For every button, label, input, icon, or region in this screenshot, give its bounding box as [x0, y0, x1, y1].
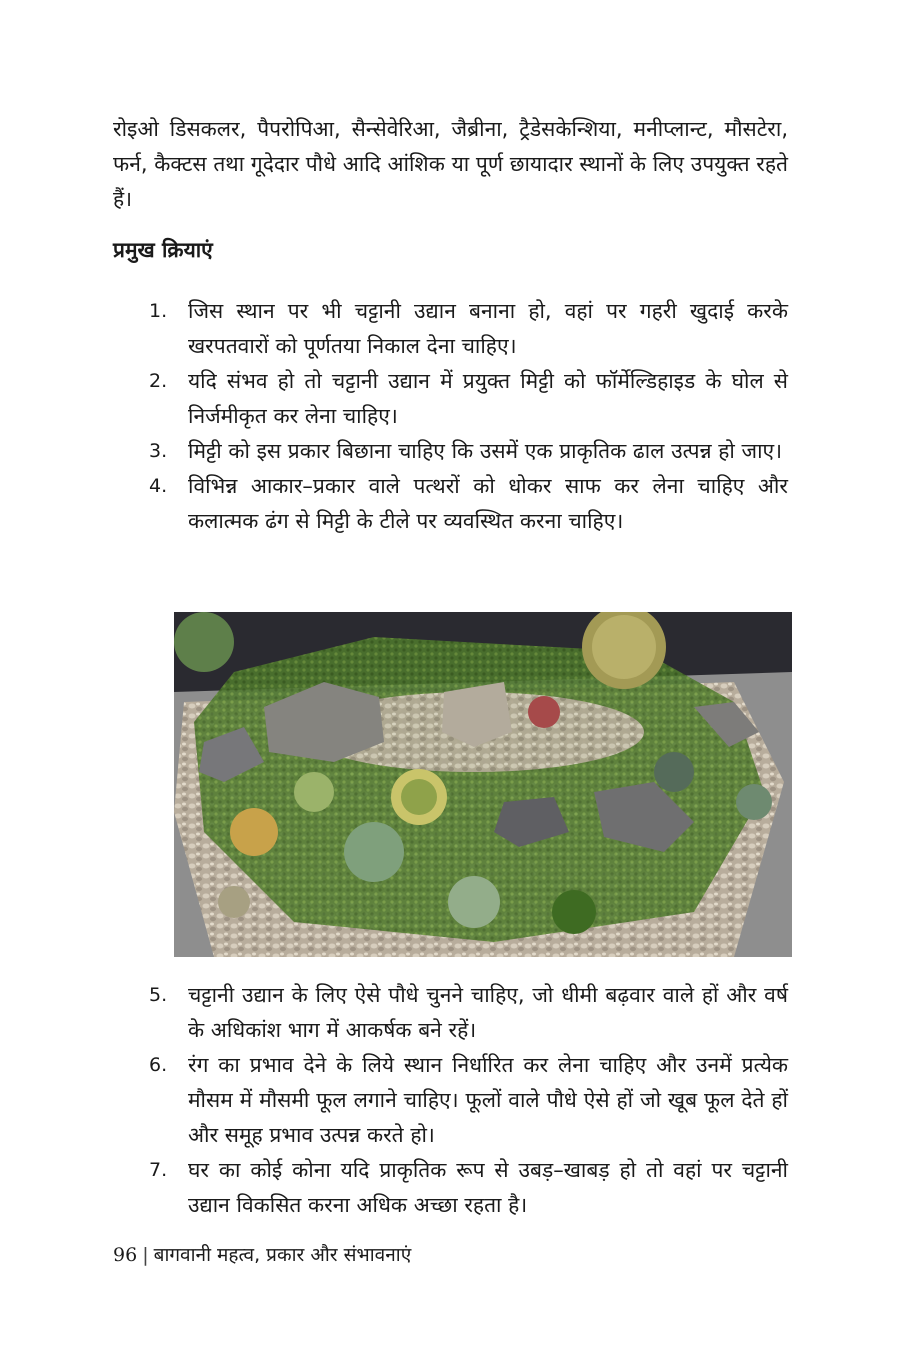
- list-text: यदि संभव हो तो चट्टानी उद्यान में प्रयुक्त मिट्टी को फॉर्मेल्डिहाइड के घोल से निर्जमीकृत कर लेना चाहिए।: [188, 369, 788, 428]
- rock-garden-photo: [174, 612, 792, 957]
- list-text: जिस स्थान पर भी चट्टानी उद्यान बनाना हो, वहां पर गहरी खुदाई करके खरपतवारों को पूर्णतया निकाल देना चाहिए।: [188, 299, 788, 358]
- list-text: विभिन्न आकार–प्रकार वाले पत्थरों को धोकर साफ कर लेना चाहिए और कलात्मक ढंग से मिट्टी के टीले पर व्यवस्थित करना चाहिए।: [188, 474, 788, 533]
- section-heading: प्रमुख क्रियाएं: [113, 238, 213, 262]
- list-item: [145, 434, 788, 469]
- page-footer: [113, 1240, 411, 1270]
- list-item: [145, 364, 788, 434]
- intro-paragraph: रोइओ डिसकलर, पैपरोपिआ, सैन्सेवेरिआ, जैब्रीना, ट्रैडेसकेन्शिया, मनीप्लान्ट, मौसटेरा, फर्न, कैक्टस तथा गूदेदार पौधे आदि आंशिक या पूर्ण छायादार स्थानों के लिए उपयुक्त रहते हैं।: [113, 117, 788, 211]
- list-item: [145, 978, 788, 1048]
- list-item: [145, 469, 788, 539]
- list-item: [145, 1153, 788, 1223]
- list-number: 3.: [149, 440, 168, 462]
- list-item: [145, 294, 788, 364]
- steps-list-1: [145, 294, 788, 539]
- book-title: बागवानी महत्व, प्रकार और संभावनाएं: [153, 1244, 412, 1266]
- page-number: 96: [113, 1244, 138, 1266]
- list-item: [145, 1048, 788, 1153]
- list-text: मिट्टी को इस प्रकार बिछाना चाहिए कि उसमें एक प्राकृतिक ढाल उत्पन्न हो जाए।: [188, 439, 783, 463]
- list-number: 1.: [149, 300, 168, 322]
- steps-list-2: [145, 978, 788, 1223]
- list-number: 7.: [149, 1159, 168, 1181]
- list-number: 5.: [149, 984, 168, 1006]
- list-text: रंग का प्रभाव देने के लिये स्थान निर्धारित कर लेना चाहिए और उनमें प्रत्येक मौसम में मौसमी फूल लगाने चाहिए। फूलों वाले पौधे ऐसे हों जो खूब फूल देते हों और समूह प्रभाव उत्पन्न करते हो।: [188, 1053, 788, 1147]
- list-number: 4.: [149, 475, 168, 497]
- list-text: घर का कोई कोना यदि प्राकृतिक रूप से उबड़–खाबड़ हो तो वहां पर चट्टानी उद्यान विकसित करना अधिक अच्छा रहता है।: [188, 1158, 788, 1217]
- list-number: 2.: [149, 370, 168, 392]
- list-text: चट्टानी उद्यान के लिए ऐसे पौधे चुनने चाहिए, जो धीमी बढ़वार वाले हों और वर्ष के अधिकांश भाग में आकर्षक बने रहें।: [188, 983, 788, 1042]
- footer-separator: |: [142, 1244, 149, 1266]
- list-number: 6.: [149, 1054, 168, 1076]
